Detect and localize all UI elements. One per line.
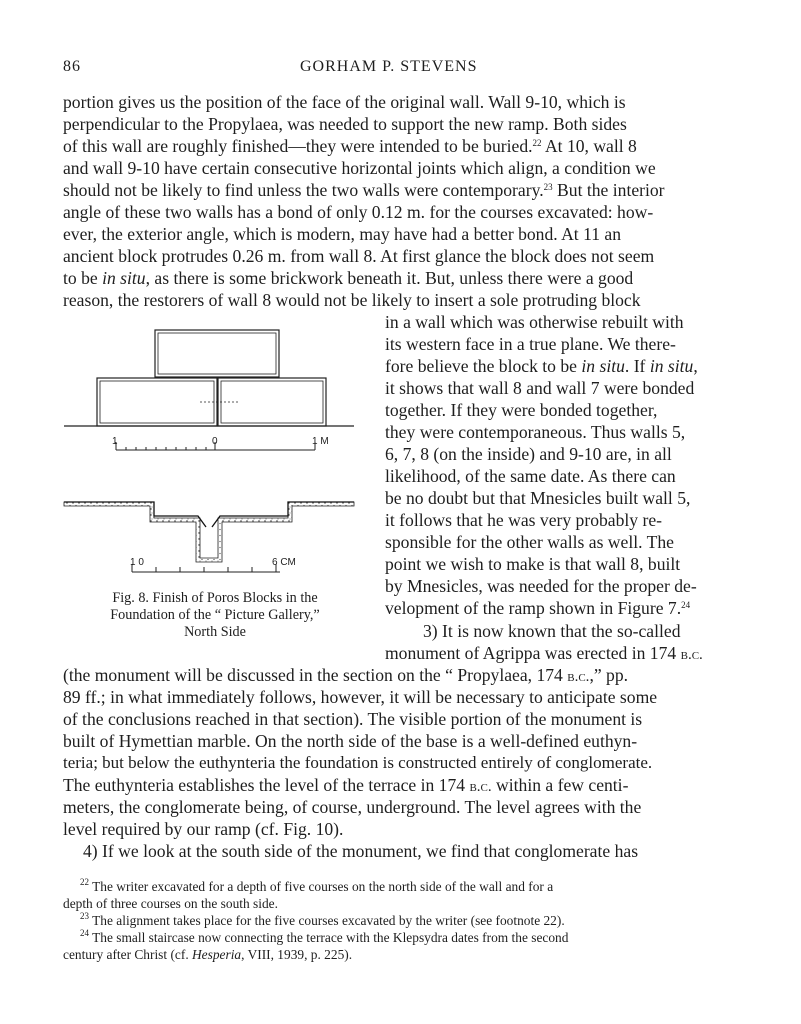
footnote-ref-22: 22 <box>532 138 542 148</box>
footnote-ref-23: 23 <box>543 182 553 192</box>
text-line: together. If they were bonded together, <box>385 400 658 420</box>
footnote-24: $^{24}$ The small staircase now connecting the terrace with the Klepsydra dates from the second <box>80 928 569 945</box>
text-line: reason, the restorers of wall 8 would not be likely to insert a sole protruding block <box>63 290 641 310</box>
footnote-22-cont: depth of three courses on the south side. <box>63 896 278 911</box>
text-line: (the monument will be discussed in the section on the “ Propylaea, 174 b.c.,” pp. <box>63 665 629 685</box>
running-title: GORHAM P. STEVENS <box>300 58 478 75</box>
scale-label-right: 1 M <box>312 436 329 447</box>
text-line: its western face in a true plane. We there- <box>385 334 676 354</box>
text-line: 4) If we look at the south side of the monument, we find that conglomerate has <box>83 841 639 861</box>
text-line: likelihood, of the same date. As there can <box>385 466 676 486</box>
scale-label-mid: 0 <box>212 436 218 447</box>
text-line: should not be likely to find unless the two walls were contemporary.$^{23}$ But the interior <box>63 180 665 200</box>
text-line: The euthynteria establishes the level of the terrace in 174 b.c. within a few centi- <box>63 775 629 795</box>
footnote-24-cont: century after Christ (cf. Hesperia, VIII, 1939, p. 225). <box>63 947 353 962</box>
scale-label-left: 1 <box>112 436 118 447</box>
text-line: to be in situ, as there is some brickwork beneath it. But, unless there were a good <box>63 268 634 288</box>
text-line: point we wish to make is that wall 8, built <box>385 554 681 574</box>
text-line: it shows that wall 8 and wall 7 were bonded <box>385 378 695 398</box>
text-line: and wall 9-10 have certain consecutive horizontal joints which align, a condition we <box>63 158 656 178</box>
text-line: sponsible for the other walls as well. The <box>385 532 674 552</box>
text-line: velopment of the ramp shown in Figure 7.24 <box>385 598 691 618</box>
block-elevation <box>64 330 354 426</box>
footnote-22: $^{22}$ The writer excavated for a depth of five courses on the north side of the wall and for a <box>80 877 554 894</box>
scale-bar-cm <box>132 564 280 572</box>
text-line: of the conclusions reached in that section). The visible portion of the monument is <box>63 709 643 729</box>
text-line: teria; but below the euthynteria the foundation is constructed entirely of conglomerate. <box>63 753 653 772</box>
text-line: angle of these two walls has a bond of only 0.12 m. for the courses excavated: how- <box>63 202 654 222</box>
text-line: be no doubt but that Mnesicles built wall 5, <box>385 488 691 508</box>
text-line: perpendicular to the Propylaea, was needed to support the new ramp. Both sides <box>63 114 627 134</box>
figure-caption: Fig. 8. Finish of Poros Blocks in the Foundation of the “ Picture Gallery,” North Side <box>110 590 320 640</box>
profile-section <box>64 502 354 562</box>
text-line: fore believe the block to be in situ. If in situ, <box>385 356 698 376</box>
footnote-ref-24: 24 <box>681 600 691 610</box>
scale-label-cm-right: 6 CM <box>272 557 296 568</box>
scale-label-cm-left: 1 0 <box>130 557 144 568</box>
text-line: it follows that he was very probably re- <box>385 510 663 530</box>
text-line: by Mnesicles, was needed for the proper de- <box>385 576 697 596</box>
text-line: meters, the conglomerate being, of course, underground. The level agrees with the <box>63 797 642 817</box>
text-line: of this wall are roughly finished—they were intended to be buried.$^{22}$ At 10, wall 8 <box>63 136 637 156</box>
text-line: they were contemporaneous. Thus walls 5, <box>385 422 686 442</box>
text-line: ancient block protrudes 0.26 m. from wall 8. At first glance the block does not seem <box>63 246 655 266</box>
page-number: 86 <box>63 58 81 75</box>
footnote-23: $^{23}$ The alignment takes place for the five courses excavated by the writer (see footnote 22). <box>80 911 565 928</box>
italic-term: in situ <box>102 268 146 288</box>
text-line: 3) It is now known that the so-called <box>423 621 681 641</box>
figure-8-drawing <box>60 322 360 584</box>
text-line: 89 ff.; in what immediately follows, however, it will be necessary to anticipate some <box>63 687 658 707</box>
text-line: built of Hymettian marble. On the north side of the base is a well-defined euthyn- <box>63 731 638 751</box>
text-line: in a wall which was otherwise rebuilt with <box>385 312 684 332</box>
text-line: level required by our ramp (cf. Fig. 10). <box>63 819 344 839</box>
text-line: monument of Agrippa was erected in 174 b.c. <box>385 643 703 663</box>
text-line: ever, the exterior angle, which is modern, may have had a better bond. At 11 an <box>63 224 622 244</box>
text-line: portion gives us the position of the face of the original wall. Wall 9-10, which is <box>63 92 626 112</box>
text-line: 6, 7, 8 (on the inside) and 9-10 are, in all <box>385 444 672 464</box>
